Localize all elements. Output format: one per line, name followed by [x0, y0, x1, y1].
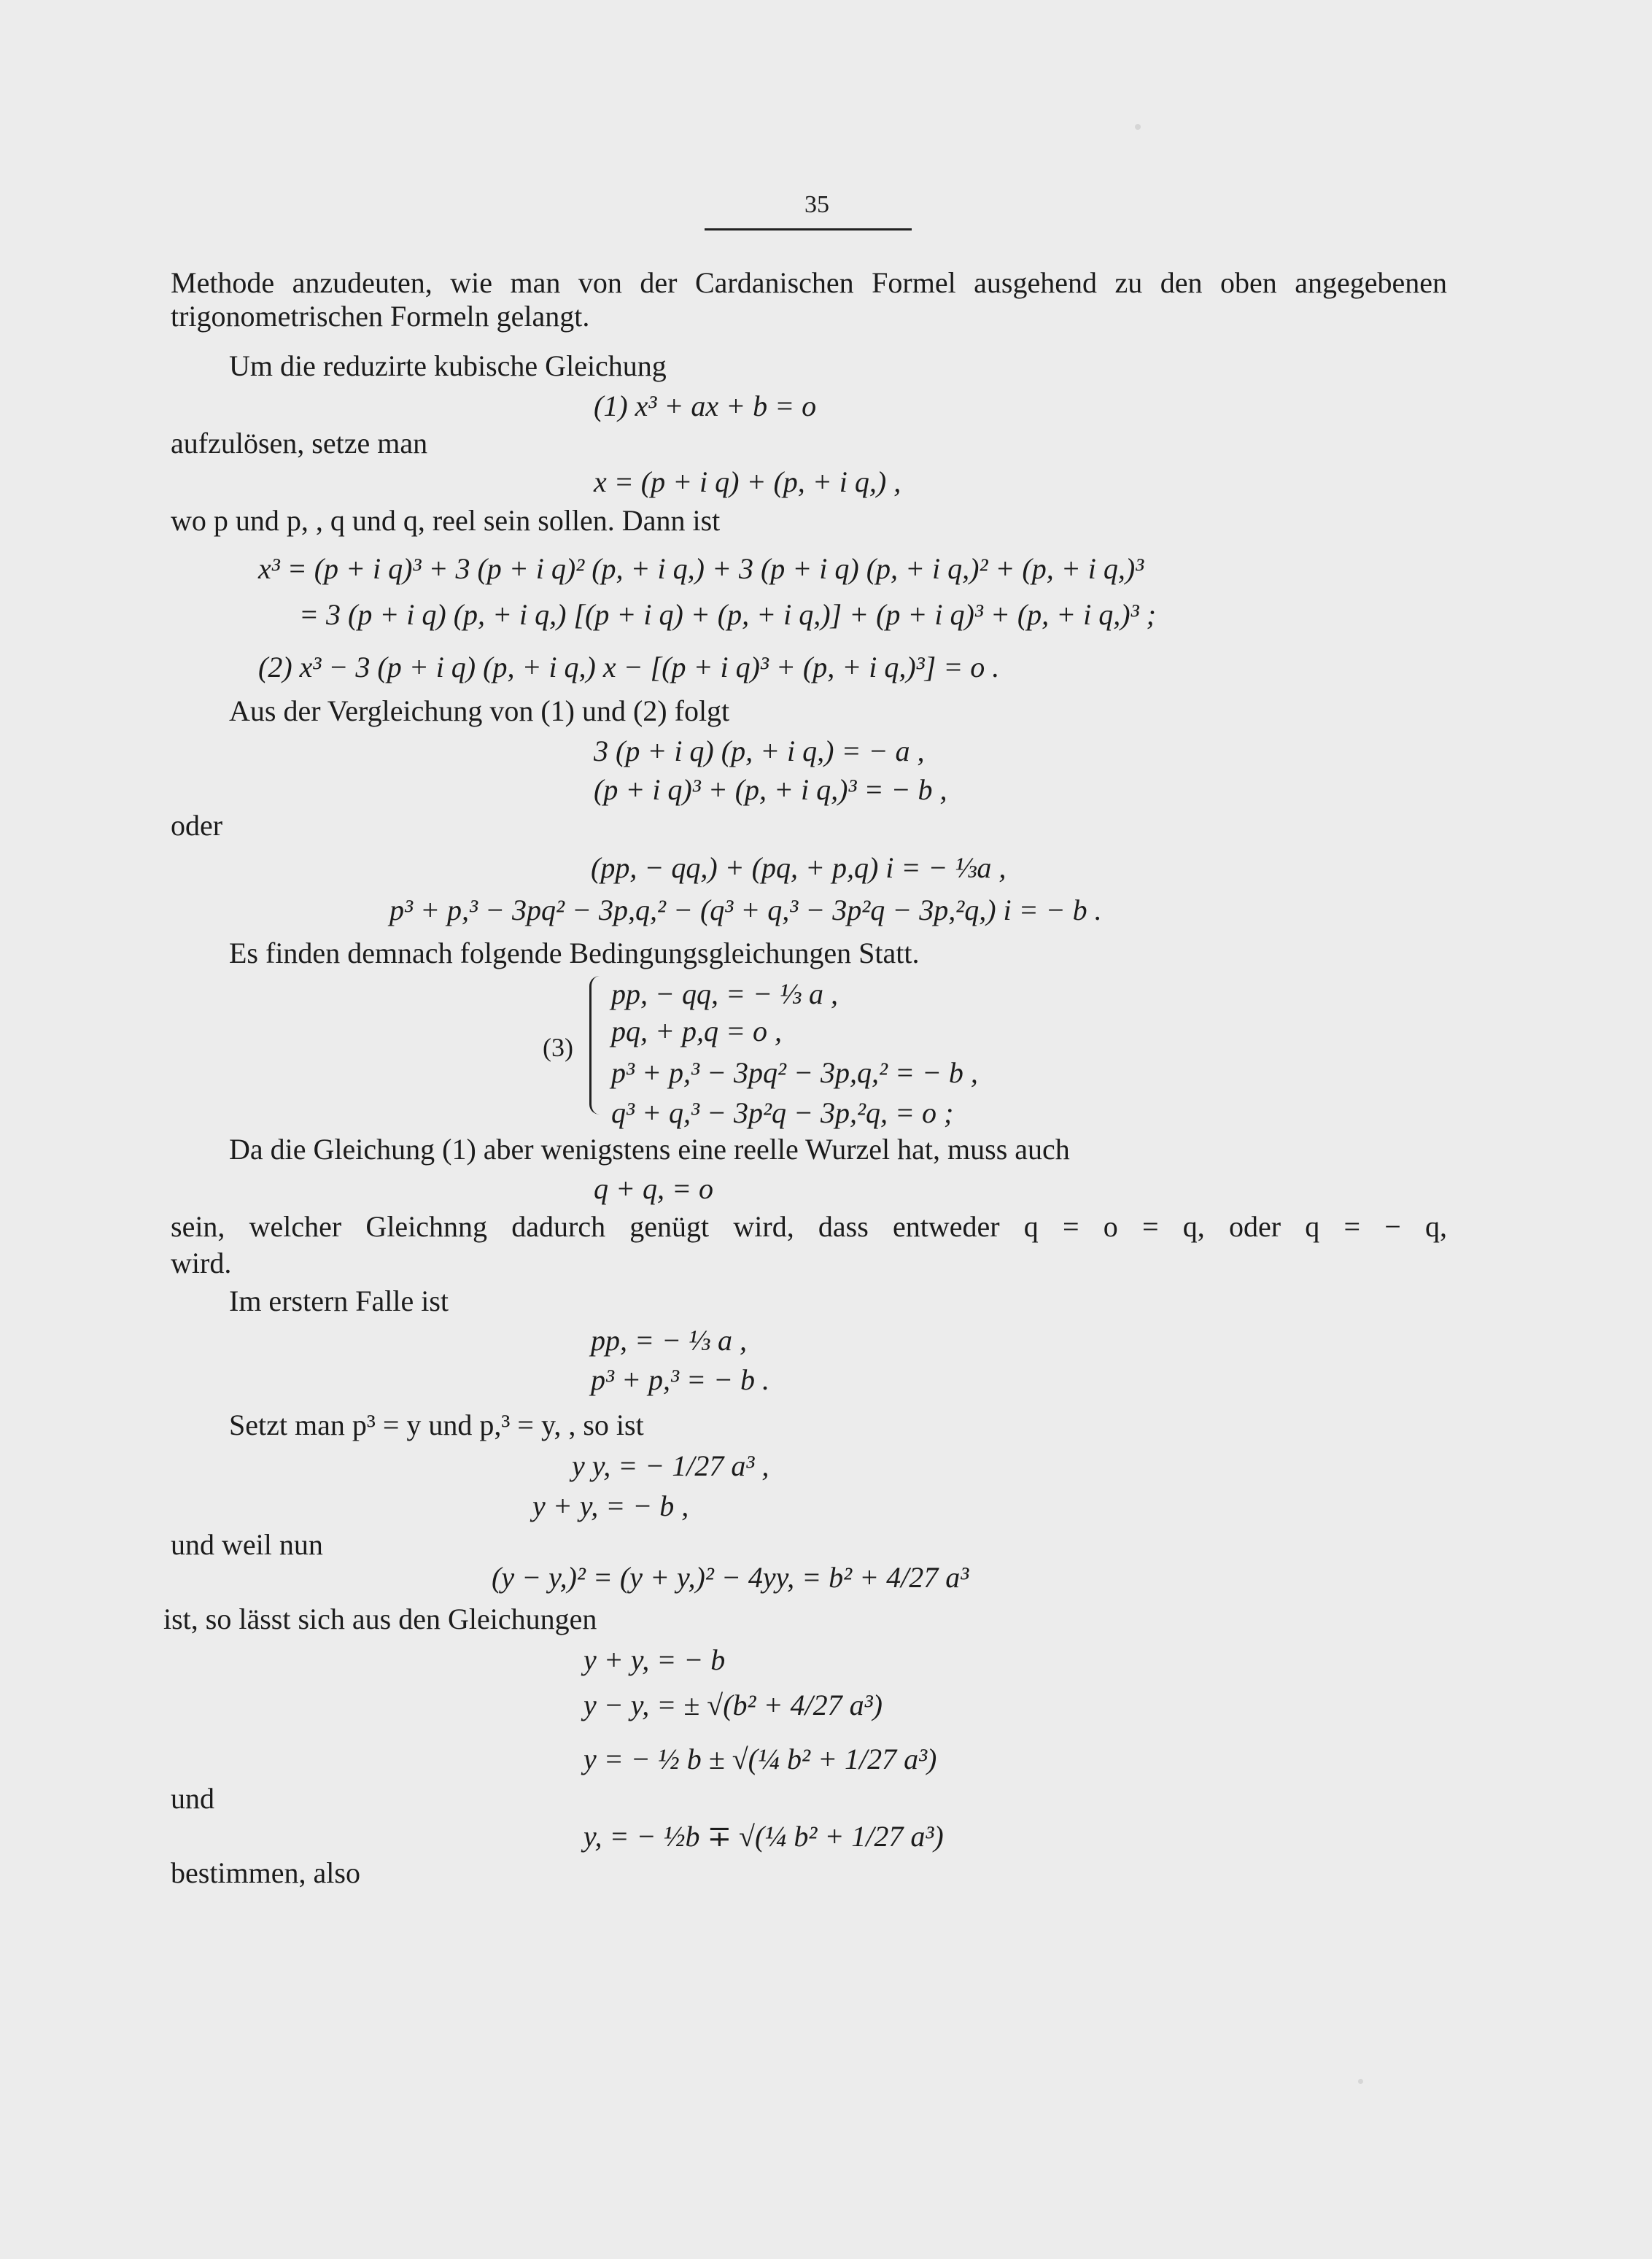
text-line: wo p und p, , q und q, reel sein sollen. Dann ist [171, 504, 721, 537]
text-line: wird. [171, 1247, 232, 1279]
equation-1: (1) x³ + ax + b = o [594, 390, 817, 422]
equation: pp, − qq, = − ⅓ a , [611, 977, 838, 1010]
text-line: oder [171, 809, 223, 842]
text-line: trigonometrischen Formeln gelangt. [171, 300, 590, 333]
text-line: Da die Gleichung (1) aber wenigstens eine reelle Wurzel hat, muss auch [229, 1133, 1070, 1166]
equation: 3 (p + i q) (p, + i q,) = − a , [594, 735, 925, 767]
equation-system-label: (3) [543, 1033, 573, 1062]
equation: y, = − ½b ∓ √(¼ b² + 1/27 a³) [583, 1820, 944, 1853]
equation: y y, = − 1/27 a³ , [572, 1449, 769, 1482]
text-line: aufzulösen, setze man [171, 427, 428, 460]
page-number: 35 [804, 191, 829, 218]
equation: q + q, = o [594, 1172, 713, 1205]
text-line: bestimmen, also [171, 1856, 360, 1889]
page-number-rule [705, 228, 912, 230]
equation: x = (p + i q) + (p, + i q,) , [594, 465, 901, 498]
text-line: Es finden demnach folgende Bedingungsgleichungen Statt. [229, 937, 920, 969]
equation-system-brace [589, 976, 606, 1115]
text-line: und [171, 1782, 214, 1815]
equation: y − y, = ± √(b² + 4/27 a³) [583, 1689, 883, 1721]
equation: = 3 (p + i q) (p, + i q,) [(p + i q) + (p, + i q,)] + (p + i q)³ + (p, + i q,)³ ; [299, 598, 1156, 631]
equation: x³ = (p + i q)³ + 3 (p + i q)² (p, + i q,) + 3 (p + i q) (p, + i q,)² + (p, + i q,)³ [258, 552, 1144, 585]
equation: p³ + p,³ − 3pq² − 3p,q,² = − b , [611, 1056, 978, 1089]
equation: pp, = − ⅓ a , [591, 1324, 747, 1357]
text-line: Um die reduzirte kubische Gleichung [229, 349, 667, 382]
equation: y + y, = − b , [532, 1489, 689, 1522]
equation: p³ + p,³ − 3pq² − 3p,q,² − (q³ + q,³ − 3p²q − 3p,²q,) i = − b . [389, 894, 1102, 926]
equation: p³ + p,³ = − b . [591, 1363, 769, 1396]
equation: (pp, − qq,) + (pq, + p,q) i = − ⅓a , [591, 851, 1007, 884]
equation: y + y, = − b [583, 1643, 726, 1676]
text-line: und weil nun [171, 1528, 323, 1561]
text-line: ist, so lässt sich aus den Gleichungen [163, 1603, 597, 1635]
equation: pq, + p,q = o , [611, 1015, 782, 1047]
speck-mark [1358, 2079, 1363, 2084]
text-line: sein, welcher Gleichnng dadurch genügt wird, dass entweder q = o = q, oder q = − q, [171, 1210, 1447, 1243]
equation: q³ + q,³ − 3p²q − 3p,²q, = o ; [611, 1096, 954, 1129]
equation-2: (2) x³ − 3 (p + i q) (p, + i q,) x − [(p + i q)³ + (p, + i q,)³] = o . [258, 651, 1000, 683]
equation: (p + i q)³ + (p, + i q,)³ = − b , [594, 773, 947, 806]
text-line: Setzt man p³ = y und p,³ = y, , so ist [229, 1409, 644, 1441]
equation: (y − y,)² = (y + y,)² − 4yy, = b² + 4/27 a³ [492, 1561, 969, 1594]
text-line: Im erstern Falle ist [229, 1285, 449, 1317]
speck-mark [1135, 124, 1141, 130]
equation: y = − ½ b ± √(¼ b² + 1/27 a³) [583, 1743, 937, 1775]
text-line: Aus der Vergleichung von (1) und (2) folgt [229, 694, 730, 727]
text-line: Methode anzudeuten, wie man von der Cardanischen Formel ausgehend zu den oben angegebenen [171, 266, 1447, 299]
